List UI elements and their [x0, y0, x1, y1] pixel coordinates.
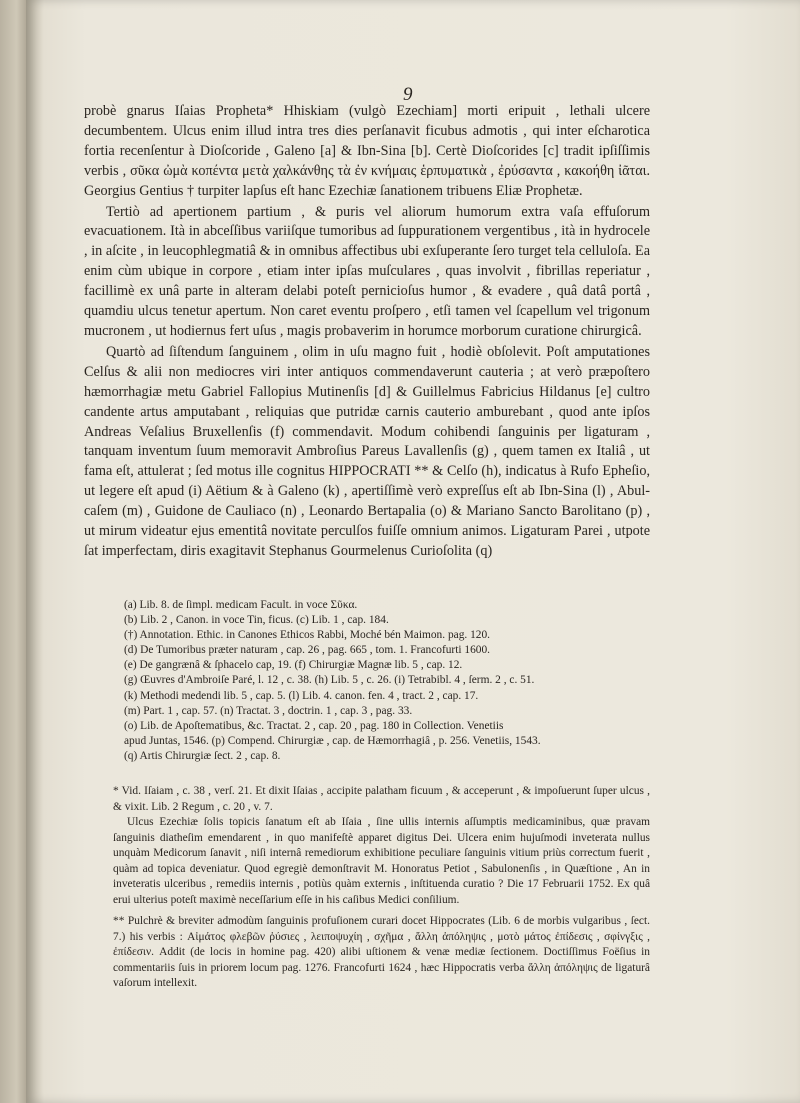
- paragraph-isaias: probè gnarus Iſaias Propheta* Hhiskiam (vulgò Ezechiam] morti eripuit , lethali ulcere decumbentem. Ulcus enim illud intra tres dies perſanavit ficubus admotis , qui inter eſcharotica fortia recenſentur à Dioſcoride , Galeno [a] & Ibn-Sina [b]. Certè Dioſcorides [c] tradit ipſiſſimis verbis , σῦκα ὠμὰ κοπέντα μετὰ χαλκάνθης τὰ ἐν κνήμαις ἑρπυματικὰ , ἐρύσαντα , κακοήθη ἰᾶται. Georgius Gentius † turpiter lapſus eſt hanc Ezechiæ ſanationem tribuens Eliæ Prophetæ.: [84, 103, 650, 199]
- reference-line: (m) Part. 1 , cap. 57. (n) Tractat. 3 , doctrin. 1 , cap. 3 , pag. 33.: [124, 704, 413, 717]
- footnote-hippocrates: ** Pulchrè & breviter admodùm ſanguinis profuſionem curari docet Hippocrates (Lib. 6 de morbis vulgaribus , ſect. 7.) his verbis : Αἱμάτος φλεβῶν ῥύσιες , λειποψυχίη , σχῆμα , ἄλλη ἀπόληψις , μοτὸ μάτος ἐπίδεσις , σφίνγξις , ἐπίδεσιν. Addit (de locis in homine pag. 420) alibi uſtionem & venæ mediæ ſectionem. Doctiſſimus Foëſius in commentariis ſuis in priorem locum pag. 1276. Francofurti 1624 , hæc Hippocratis verba ἄλλη ἀπόληψις de ligaturâ vaſorum intellexit.: [113, 915, 650, 989]
- footnote-ulcus: Ulcus Ezechiæ ſolis topicis ſanatum eſt ab Iſaia , ſine ullis internis aſſumptis medicaminibus, quæ pravam ſanguinis diatheſim emendarent , in quo manifeſtè apparet digitus Dei. Ulcera enim hujuſmodi inveterata nullus unquàm Medicorum ſanavit , niſi internâ remediorum exhibitione peculiare ſanguinis vitium priùs correctum fuerit , quàm ad topica deveniatur. Quod egregiè demonſtravit M. Honoratus Petiot , Sabulonenſis , in Quæſtione , An in inveteratis ulceribus , remediis internis , potiùs quàm externis , inſtituenda curatio ? Die 17 Februarii 1752. Ex quâ erui ulterius poteſt maximè neceſſarium eſſe in his caſibus Medici conſilium.: [113, 816, 650, 906]
- reference-line: (q) Artis Chirurgiæ ſect. 2 , cap. 8.: [124, 749, 281, 762]
- main-text: [84, 102, 650, 562]
- paragraph-tertio: Tertiò ad apertionem partium , & puris vel aliorum humorum extra vaſa effuſorum evacuationem. Ità in abceſſibus variiſque tumoribus ad ſuppurationem vergentibus , ità in hydrocele , in aſcite , in leucophlegmatiâ & in omnibus affectibus ubi exſuperante ſero turget tela celluloſa. Ea enim cùm ubique in corpore , etiam inter ipſas muſculares , quas involvit , fibrillas reperiatur , facillimè ex unâ parte in alteram delabi poteſt pernicioſus humor , & evadere , quâ datâ portâ , quamdiu ulcus tenetur apertum. Non caret eventu proſpero , etſi tamen vel ſcapellum vel trigonum mucronem , ut hodiernus fert uſus , magis probaverim in horumce morborum curatione chirurgicâ.: [84, 203, 650, 339]
- reference-line: (a) Lib. 8. de ſimpl. medicam Facult. in voce Σῦκα.: [124, 599, 358, 611]
- footnotes: [113, 784, 650, 992]
- reference-line: (e) De gangrænâ & ſphacelo cap, 19. (f) Chirurgiæ Magnæ lib. 5 , cap. 12.: [124, 659, 463, 672]
- reference-list: [124, 598, 650, 764]
- footnote-isaiam: * Vid. Iſaiam , c. 38 , verſ. 21. Et dixit Iſaias , accipite palatham ficuum , & acceperunt , & impoſuerunt ſuper ulcus , & vixit. Lib. 2 Regum , c. 20 , v. 7.: [113, 785, 650, 813]
- reference-line: (k) Methodi medendi lib. 5 , cap. 5. (l) Lib. 4. canon. fen. 4 , tract. 2 , cap. 17.: [124, 689, 479, 702]
- reference-line: (b) Lib. 2 , Canon. in voce Tin, ficus. (c) Lib. 1 , cap. 184.: [124, 614, 389, 627]
- reference-line: apud Juntas, 1546. (p) Compend. Chirurgiæ , cap. de Hæmorrhagiâ , p. 256. Venetiis, 1543.: [124, 734, 541, 747]
- reference-line: (d) De Tumoribus præter naturam , cap. 26 , pag. 665 , tom. 1. Francofurti 1600.: [124, 644, 491, 657]
- reference-line: (†) Annotation. Ethic. in Canones Ethicos Rabbi, Moché bén Maimon. pag. 120.: [124, 629, 491, 642]
- reference-line: (g) Œuvres d'Ambroiſe Paré, l. 12 , c. 38. (h) Lib. 5 , c. 26. (i) Tetrabibl. 4 , ſerm. 2 , c. 51.: [124, 674, 535, 687]
- page-number: 9: [403, 84, 413, 105]
- reference-line: (o) Lib. de Apoſtematibus, &c. Tractat. 2 , cap. 20 , pag. 180 in Collection. Venetiis: [124, 719, 504, 732]
- paragraph-quarto: Quartò ad ſiſtendum ſanguinem , olim in uſu magno fuit , hodiè obſolevit. Poſt amputationes Celſus & alii non mediocres viri inter antiquos commendaverunt cauteria ; at verò præpoſtero hæmorrhagiæ metu Gabriel Fallopius Mutinenſis [d] & Guillelmus Fabricius Hildanus [e] cultro candente artus amputabant , reliquias que putridæ carnis cauterio amburebant , quod ante ipſos Andreas Veſalius Bruxellenſis (f) commendavit. Modum cohibendi ſanguinis per ligaturam , tanquam inventum ſuum memoravit Ambroſius Pareus Lavallenſis (g) , quem tamen ex Italiâ , ut fama eſt, attulerat ; ſed motus ille cognitus HIPPOCRATI ** & Celſo (h), indicatus à Rufo Epheſio, ut legere eſt apud (i) Aëtium & à Galeno (k) , apertiſſimè verò expreſſus eſt ab Ibn-Sina (l) , Abul-caſem (m) , Guidone de Cauliaco (n) , Leonardo Bertapalia (o) & Mariano Sancto Barolitano (p) , ut mirum videatur ejus ementitâ novitate perculſos fuiſſe omnium animos. Ligaturam Parei , utpote ſat imperfectam, diris exagitavit Stephanus Gourmelenus Curioſolita (q): [84, 343, 650, 559]
